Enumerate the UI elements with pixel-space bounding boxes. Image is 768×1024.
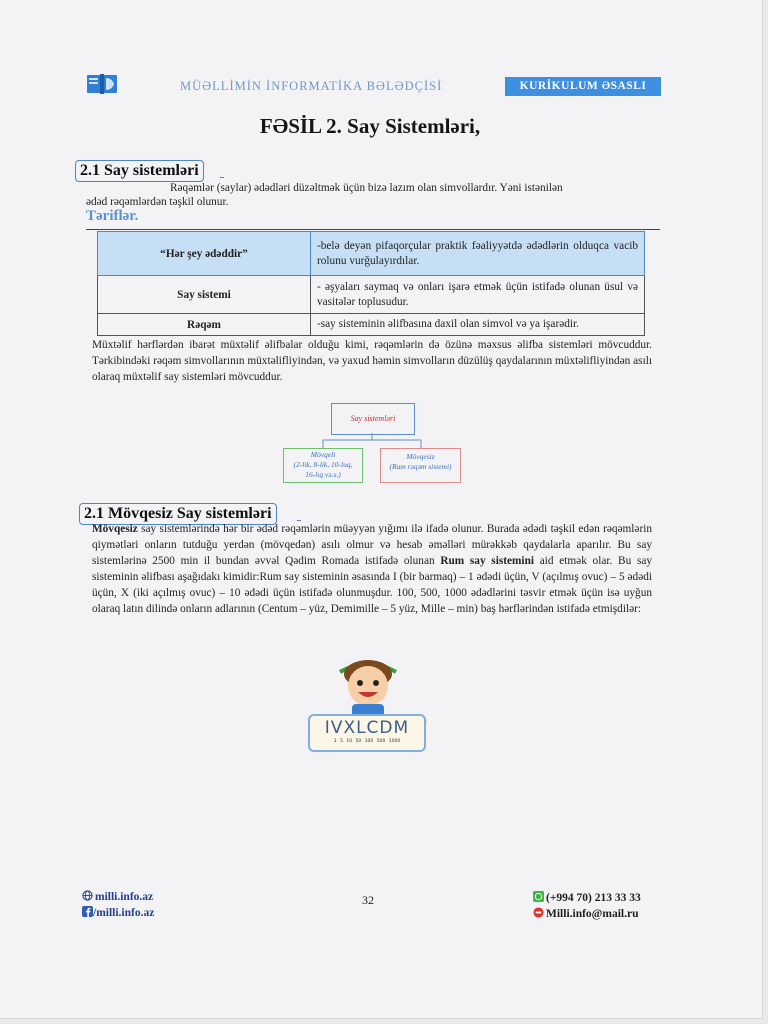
whatsapp-icon — [533, 891, 544, 902]
table-row — [98, 276, 645, 314]
bold-term-movqesiz: Mövqesiz — [92, 523, 138, 535]
diagram-node-nonpositional — [380, 448, 461, 483]
chapter-title: FƏSİL 2. Say Sistemləri, — [259, 114, 481, 138]
bold-term-rum: Rum say sistemini — [440, 555, 534, 567]
diagram-node-label: 16-lıq və.s.) — [305, 470, 341, 479]
diagram-node-label: (Rum rəqəm sistemi) — [389, 462, 452, 471]
section-heading-say-sistemleri: 2.1 Say sistemləri — [75, 160, 204, 182]
section-heading-movqesiz: 2.1 Mövqesiz Say sistemləri — [79, 503, 277, 525]
table-row — [98, 314, 645, 336]
footer-facebook[interactable] — [82, 906, 154, 919]
diagram-root-node: Say sistemləri — [331, 403, 415, 435]
phone-number[interactable]: (+994 70) 213 33 33 — [546, 892, 641, 904]
facebook-icon — [82, 906, 93, 917]
globe-icon — [82, 890, 93, 901]
section2-paragraph — [92, 521, 652, 617]
curriculum-badge: KURİKULUM ƏSASLI — [505, 77, 661, 96]
email-address[interactable]: Milli.info@mail.ru — [546, 908, 639, 920]
book-logo-icon — [86, 72, 120, 96]
footer-phone[interactable] — [533, 891, 641, 904]
definition-text: - əşyaları saymaq və onları işarə etmək üçün istifadə olunan üsul və vasitələr toplusudur. — [311, 276, 645, 314]
section1-paragraph: Müxtəlif hərflərdən ibarət müxtəlif əlifbalar olduğu kimi, rəqəmlərin də özünə məxsus əlifba sistemləri mövcuddur. Tərkibindəki rəqəm simvollarının müxtəlifliyindən, və yaxud həmin simvolların düzülüş qaydalarının müxtəlifliyindən asılı olaraq müxtəlif say sistemləri mövcuddur. — [92, 339, 652, 383]
diagram-node-label: Mövqeli — [310, 450, 336, 459]
definitions-table — [97, 231, 645, 336]
table-row — [98, 232, 645, 276]
diagram-node-label: (2-lik, 8-lik, 10-luq, — [293, 460, 353, 469]
roman-numerals-sign — [308, 714, 426, 752]
definition-term: “Hər şey ədəddir” — [98, 232, 311, 276]
page-number: 32 — [362, 893, 374, 907]
intro-line-2: ədəd rəqəmlərdən təşkil olunur. — [86, 196, 229, 208]
section-underline — [220, 177, 224, 178]
paragraph-text: aid etmək olar. Bu say sisteminin əlifbası aşağıdakı kimidir:Rum say sisteminin əsasında I (bir barmaq) – 1 ədədi üçün, V (açılmış ovuc) – 5 ədədi üçün, X (iki açılmış ovuc) – 10 ədədi üçün istifadə olunmuşdur. 100, 500, 1000 ədədlərini təsvir etmək üçün isə uyğun olaraq latın dilində onların adlarının (Centum – yüz, Demimille – 5 yüz, Mille – min) baş hərflərindən istifadə etmişdilər: — [92, 555, 653, 615]
definition-text: -belə deyən pifaqorçular praktik fəaliyyətdə ədədlərin olduqca vacib rolunu vurğulayırdılar. — [311, 232, 645, 276]
header-title: MÜƏLLİMİN İNFORMATİKA BƏLƏDÇİSİ — [180, 79, 443, 93]
definitions-divider — [86, 229, 660, 230]
mail-icon — [533, 907, 544, 918]
footer-email[interactable] — [533, 907, 638, 920]
website-link[interactable]: milli.info.az — [95, 891, 154, 903]
intro-line-1: Rəqəmlər (saylar) ədədləri düzəltmək üçün bizə lazım olan simvollardır. Yəni istənilən — [170, 182, 563, 194]
diagram-node-label: Mövqesiz — [406, 452, 435, 461]
roman-numerals-text: IVXLCDM — [324, 718, 410, 738]
roman-numerals-values: 1 5 10 50 100 500 1000 — [333, 739, 401, 744]
definitions-heading: Təriflər. — [86, 208, 139, 224]
facebook-link[interactable]: /milli.info.az — [93, 907, 155, 919]
diagram-node-positional — [283, 448, 363, 483]
definition-term: Rəqəm — [98, 314, 311, 336]
diagram-connectors — [320, 433, 424, 449]
footer-website[interactable] — [82, 890, 153, 903]
paragraph-text: say sistemlərində hər bir ədəd rəqəmlərin müəyyən yığımı ilə ifadə olunur. Burada ədədi təşkil edən rəqəmlərin qiymətləri onların tutduğu yerdən (mövqedən) asılı olmur və hesab əməlləri mürəkkəb qaydalarla aparılır. Bu say sistemlərinə 2500 min il bundan əvvəl Qədim Romada istifadə olunan — [92, 523, 652, 567]
definition-term: Say sistemi — [98, 276, 311, 314]
definition-text: -say sisteminin əlifbasına daxil olan simvol və ya işarədir. — [311, 314, 645, 336]
